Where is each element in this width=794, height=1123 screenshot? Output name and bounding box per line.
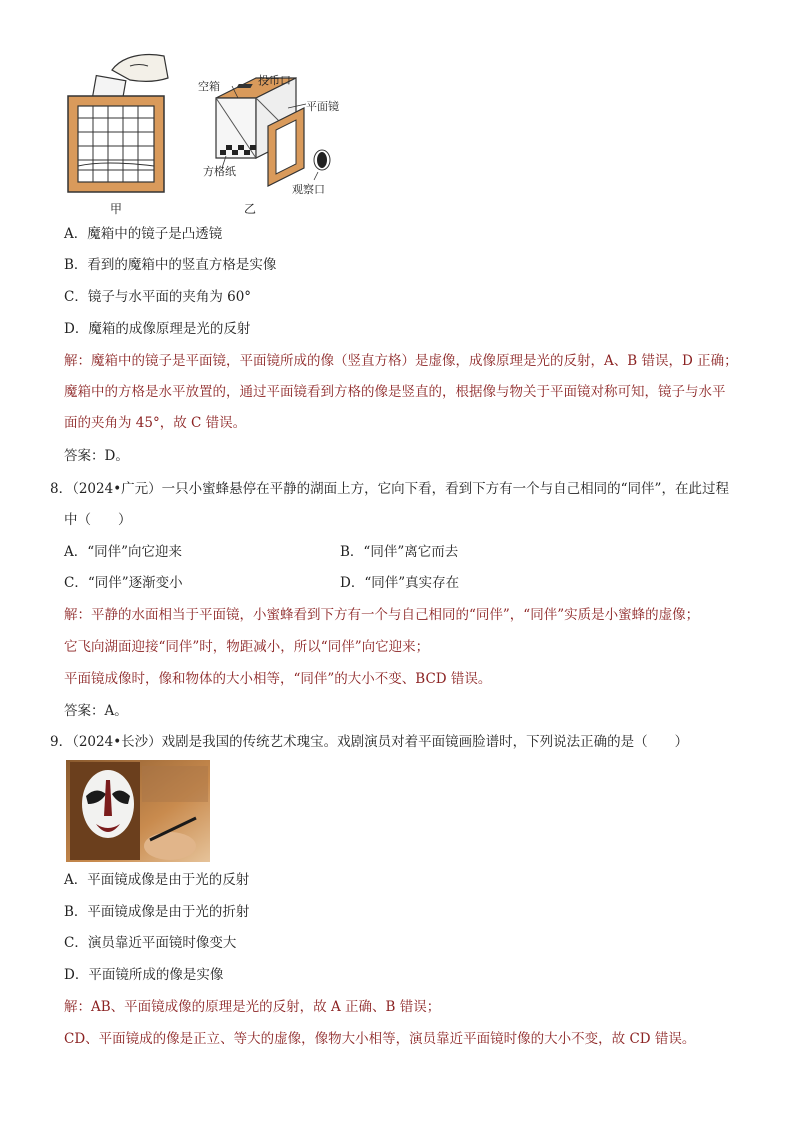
q7-solution-line2: 魔箱中的方格是水平放置的，通过平面镜看到方格的像是竖直的，根据像与物关于平面镜对称可知，镜子与水平 <box>64 384 726 400</box>
q9-solution-line1: 解：AB、平面镜成像的原理是光的反射，故 A 正确、B 错误； <box>64 999 441 1015</box>
figure-yi-caption: 乙 <box>244 202 257 216</box>
label-coin-slot: 投币口 <box>258 74 291 87</box>
q8-solution-line2: 它飞向湖面迎接“同伴”时，物距减小，所以“同伴”向它迎来； <box>64 639 430 655</box>
q8-solution-line3: 平面镜成像时，像和物体的大小相等，“同伴”的大小不变、BCD 错误。 <box>64 671 492 687</box>
q9-option-b: B．平面镜成像是由于光的折射 <box>64 904 250 920</box>
label-grid-paper: 方格纸 <box>203 165 236 178</box>
q8-solution-line1: 解：平静的水面相当于平面镜，小蜜蜂看到下方有一个与自己相同的“同伴”，“同伴”实质是小蜜蜂的虚像； <box>64 607 700 623</box>
q7-option-c: C．镜子与水平面的夹角为 60° <box>64 289 252 305</box>
q9-option-c: C．演员靠近平面镜时像变大 <box>64 935 237 951</box>
q7-option-a: A．魔箱中的镜子是凸透镜 <box>64 226 223 242</box>
q7-answer: 答案：D。 <box>64 448 129 464</box>
figure-jia-caption: 甲 <box>110 202 123 216</box>
q8-option-b: B．“同伴”离它而去 <box>340 544 459 560</box>
q8-option-a: A．“同伴”向它迎来 <box>64 544 183 560</box>
q9-option-d: D．平面镜所成的像是实像 <box>64 967 224 983</box>
q8-option-d: D．“同伴”真实存在 <box>340 575 460 591</box>
q7-solution-line3: 面的夹角为 45°，故 C 错误。 <box>64 415 247 431</box>
q8-answer: 答案：A。 <box>64 703 128 719</box>
figure-jia <box>64 48 174 198</box>
q7-option-b: B．看到的魔箱中的竖直方格是实像 <box>64 257 277 273</box>
q9-option-a: A．平面镜成像是由于光的反射 <box>64 872 250 888</box>
q9-solution-line2: CD、平面镜成的像是正立、等大的虚像，像物大小相等，演员靠近平面镜时像的大小不变，故 CD 错误。 <box>64 1031 696 1047</box>
label-viewport: 观察口 <box>292 183 325 196</box>
q9-stem: 9．（2024•长沙）戏剧是我国的传统艺术瑰宝。戏剧演员对着平面镜画脸谱时，下列说法正确的是（ ） <box>50 734 689 750</box>
label-empty-box: 空箱 <box>198 80 220 93</box>
q8-stem-line2: 中（ ） <box>64 512 132 528</box>
q8-option-c: C．“同伴”逐渐变小 <box>64 575 183 591</box>
q7-option-d: D．魔箱的成像原理是光的反射 <box>64 321 251 337</box>
q8-stem-line1: 8．（2024•广元）一只小蜜蜂悬停在平静的湖面上方，它向下看，看到下方有一个与自己相同的“同伴”，在此过程 <box>50 481 729 497</box>
q7-solution-line1: 解：魔箱中的镜子是平面镜，平面镜所成的像（竖直方格）是虚像，成像原理是光的反射，A、B 错误，D 正确； <box>64 353 738 369</box>
label-mirror: 平面镜 <box>306 100 339 113</box>
opera-actor-photo <box>66 760 210 862</box>
